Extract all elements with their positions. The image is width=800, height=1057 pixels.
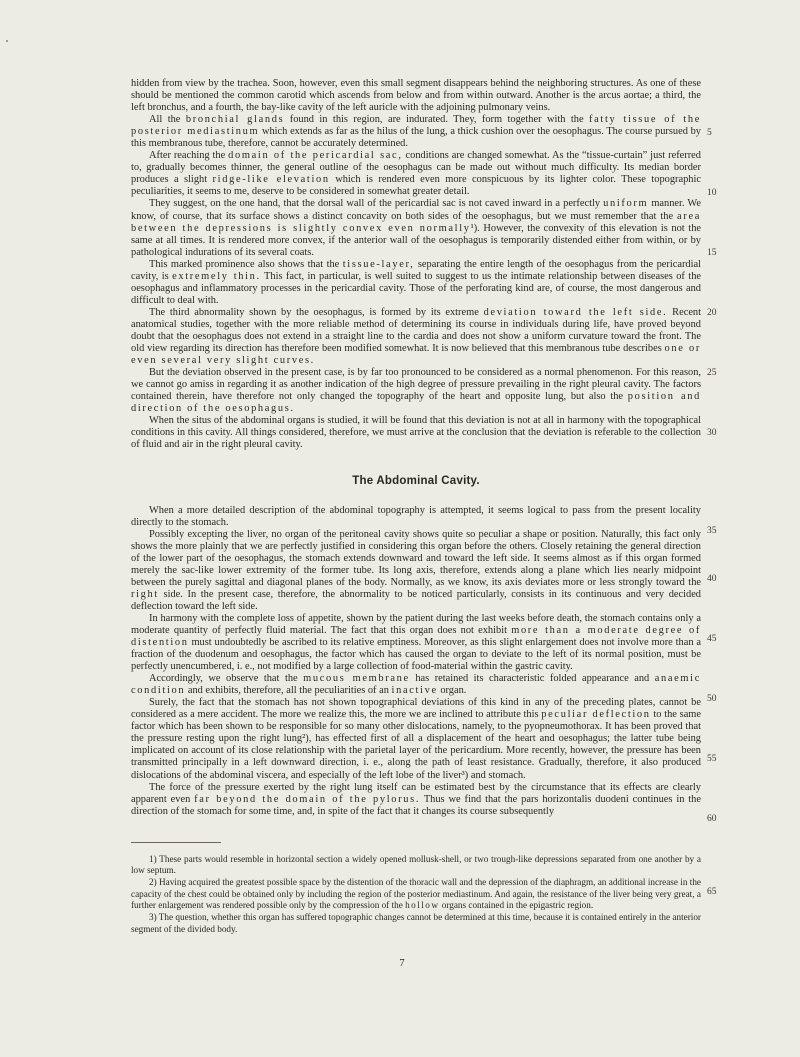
footnotes	[131, 854, 701, 935]
line-number: 35	[707, 526, 717, 536]
line-number: 40	[707, 574, 717, 584]
footnote: 1) These parts would resemble in horizontal section a widely opened mollusk-shell, or two trough-like depressions separated from one another by a low septum.	[131, 853, 701, 876]
line-number: 10	[707, 188, 717, 198]
page-number: 7	[399, 958, 405, 969]
paragraph: When a more detailed description of the abdominal topography is attempted, it seems logical to pass from the present locality directly to the stomach.	[131, 504, 701, 528]
paragraph: The third abnormality shown by the oesophagus, is formed by its extreme deviation toward the left side. Recent anatomical studies, together with the more reliable method of determining its course in individuals during life, have proved beyond doubt that the oesophagus does not extend in a straight line to the cardia and does not show a uniform curvature toward the front. The old view regarding its direction has therefore been modified somewhat. It is now believed that this membranous tube describes one or even several very slight curves.	[131, 306, 702, 367]
paragraph: When the situs of the abdominal organs is studied, it will be found that this deviation is not at all in harmony with the topographical conditions in this cavity. All things considered, therefore, we must arrive at the conclusion that the deviation is referable to the collection of fluid and air in the right pleural cavity.	[131, 415, 701, 451]
paragraph: After reaching the domain of the pericardial sac, conditions are changed somewhat. As the “tissue-curtain” just referred to, gradually becomes thinner, the general outline of the oesophagus can be made out without much difficulty. Its median border produces a slight ridge-like elevation which is rendered even more conspicuous by its lighter color. These topographic peculiarities, it seems to me, deserve to be considered in somewhat greater detail.	[131, 150, 701, 198]
line-number: 5	[707, 128, 712, 138]
line-number: 25	[707, 368, 717, 378]
paragraph: The force of the pressure exerted by the right lung itself can be estimated best by the circumstance that its effects are clearly apparent even far beyond the domain of the pylorus. Thus we find that the pars horizontalis duodeni continues in the direction of the stomach for some time, and, in spite of the fact that it changes its course subsequently	[131, 781, 701, 817]
paragraph: All the bronchial glands found in this region, are indurated. They, form together with the fatty tissue of the posterior mediastinum which extends as far as the hilus of the lung, a thick cushion over the oesophagus. The course pursued by this membranous tube, therefore, cannot be accurately determined.	[131, 114, 702, 150]
footnote: 3) The question, whether this organ has suffered topographic changes cannot be determined at this time, because it is contained entirely in the anterior segment of the divided body.	[131, 912, 701, 934]
footnote-divider	[131, 842, 221, 843]
line-number: 65	[707, 887, 717, 897]
paragraph: Accordingly, we observe that the mucous membrane has retained its characteristic folded appearance and anaemic condition and exhibits, therefore, all the peculiarities of an inactive organ.	[131, 673, 701, 697]
paragraph: Surely, the fact that the stomach has not shown topographical deviations of this kind in any of the preceding plates, cannot be considered as a mere accident. The more we realize this, the more we are inclined to attribute this peculiar deflection to the same factor which has been shown to be responsible for so many other dislocations, namely, to the pyopneumothorax. It has been proved that the pressure resting upon the right lung²), has effected first of all a displacement of the heart and oesophagus; the latter tube being implicated on account of its close relationship with the parietal layer of the pericardium. More recently, however, the pressure has been transmitted principally in a left downward direction, i. e., along the path of least resistance. Gradually, therefore, it also produced dislocations of the abdominal viscera, and especially of the left lobe of the liver³) and stomach.	[131, 697, 701, 781]
line-number: 60	[707, 814, 717, 824]
footnote: 2) Having acquired the greatest possible space by the distention of the thoracic wall and the depression of the diaphragm, an additional increase in the capacity of the chest could be obtained only by including the region of the posterior mediastinum. And again, the resistance of the liver being very great, a further enlargement was rendered possible only by the compression of the hollow organs contained in the epigastric region.	[131, 877, 701, 910]
section-heading: The Abdominal Cavity.	[352, 475, 480, 488]
line-number: 45	[707, 634, 717, 644]
paragraph: This marked prominence also shows that the tissue-layer, separating the entire length of the oesophagus from the pericardial cavity, is extremely thin. This fact, in particular, is well suited to suggest to us the intimate relationship between diseases of the oesophagus and inflammatory processes in the pericardial cavity. Those of the perforating kind are, of course, the most dangerous and difficult to deal with.	[131, 258, 702, 306]
line-number: 20	[707, 308, 717, 318]
line-number: 50	[707, 694, 717, 704]
line-number: 30	[707, 428, 717, 438]
line-number: 55	[707, 754, 717, 764]
line-number: 15	[707, 248, 717, 258]
paragraph: In harmony with the complete loss of appetite, shown by the patient during the last weeks before death, the stomach contains only a moderate quantity of perfectly fluid material. The fact that this organ does not exhibit more than a moderate degree of distention must undoubtedly be ascribed to its relative emptiness. Moreover, as this slight enlargement does not involve more than a fraction of the duodenum and oesophagus, the factor which has caused the organ to deviate to the left of its normal position, must be perfectly unencumbered, i. e., not modified by a large collection of food-material within the gastric cavity.	[131, 612, 701, 673]
main-text	[131, 78, 701, 936]
paragraph: They suggest, on the one hand, that the dorsal wall of the pericardial sac is not caved inward in a perfectly uniform manner. We know, of course, that its surface shows a distinct concavity on both sides of the oesophagus, but we must remember that the area between the depressions is slightly convex even normally¹). However, the convexity of this elevation is not the same at all times. It is rendered more convex, if the anterior wall of the oesophagus is temporarily distended either from within, or by pathological indurations of its several coats.	[131, 198, 701, 258]
paragraph: But the deviation observed in the present case, is by far too pronounced to be considered as a normal phenomenon. For this reason, we cannot go amiss in regarding it as another indication of the high degree of pressure prevailing in the right pleural cavity. The factors contained therein, have therefore not only changed the topography of the heart and opposite lung, but also the position and direction of the oesophagus.	[131, 367, 701, 415]
paragraph: hidden from view by the trachea. Soon, however, even this small segment disappears behind the neighboring structures. As one of these should be mentioned the common carotid which ascends from below and from within outward. Another is the arcus aortae; a third, the left bronchus, and a fourth, the bay-like cavity of the left auricle with the adjoining pulmonary veins.	[131, 78, 701, 114]
margin-mark	[6, 40, 8, 42]
paragraph: Possibly excepting the liver, no organ of the peritoneal cavity shows quite so peculiar a shape or position. Naturally, this fact only shows the more plainly that we are perfectly justified in considering this organ before the others. Closely retaining the general direction of the lower part of the oesophagus, the stomach extends downward and toward the left side. It seems almost as if this organ formed merely the sac-like lower extremity of the former tube. Its long axis, therefore, extends along a plane which lies nearly midpoint between the purely sagittal and diagonal planes of the body. Normally, as we know, its axis deviates more or less strongly toward the right side. In the present case, therefore, the abnormality to be noticed particularly, consists in its continuous and very decided deflection toward the left side.	[131, 528, 701, 612]
